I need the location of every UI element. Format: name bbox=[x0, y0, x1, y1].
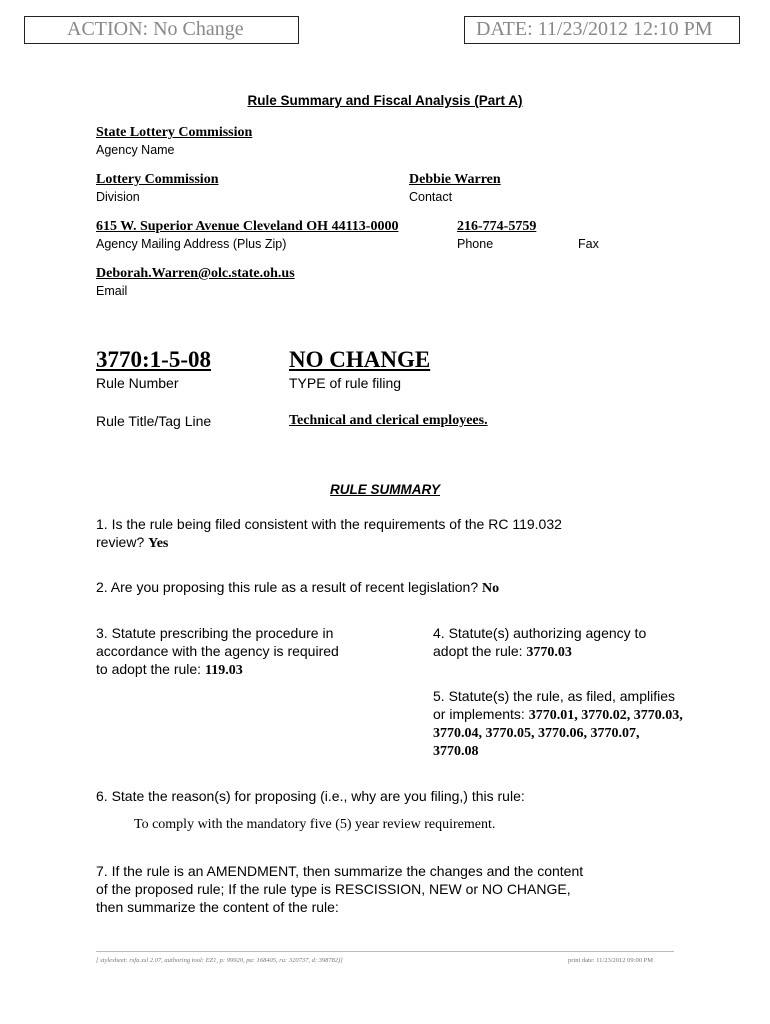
question-2 bbox=[96, 578, 696, 598]
question-1-text: review? bbox=[96, 534, 145, 550]
action-box bbox=[24, 16, 299, 44]
question-7-line-1: 7. If the rule is an AMENDMENT, then summarize the changes and the content bbox=[96, 863, 584, 879]
question-4 bbox=[433, 624, 733, 662]
question-2-answer: No bbox=[482, 581, 500, 596]
rule-title-value: Technical and clerical employees. bbox=[289, 413, 488, 428]
rule-title-label: Rule Title/Tag Line bbox=[96, 413, 212, 429]
question-3-answer: 119.03 bbox=[204, 663, 243, 678]
footer-print-date: print date: 11/23/2012 09:00 PM bbox=[568, 957, 653, 964]
question-6: 6. State the reason(s) for proposing (i.e., why are you filing,) this rule: bbox=[96, 788, 525, 804]
rule-type-value: NO CHANGE bbox=[289, 347, 431, 372]
question-2-text: 2. Are you proposing this rule as a result of recent legislation? bbox=[96, 579, 479, 595]
contact-label: Contact bbox=[409, 190, 453, 204]
division-value: Lottery Commission bbox=[96, 172, 219, 187]
question-7-line-2: of the proposed rule; If the rule type is RESCISSION, NEW or NO CHANGE, bbox=[96, 881, 571, 897]
address-label: Agency Mailing Address (Plus Zip) bbox=[96, 237, 287, 251]
date-text: DATE: 11/23/2012 12:10 PM bbox=[476, 18, 713, 40]
rule-number-value: 3770:1-5-08 bbox=[96, 347, 211, 372]
address-value: 615 W. Superior Avenue Cleveland OH 44113-0000 bbox=[96, 219, 399, 234]
question-5-line-1: 5. Statute(s) the rule, as filed, amplifies bbox=[433, 688, 675, 704]
question-5-answer-1: 3770.01, 3770.02, 3770.03, bbox=[528, 708, 683, 723]
rule-number-label: Rule Number bbox=[96, 375, 179, 391]
question-1-line-1: 1. Is the rule being filed consistent with the requirements of the RC 119.032 bbox=[96, 516, 562, 532]
division-label: Division bbox=[96, 190, 140, 204]
question-6-answer: To comply with the mandatory five (5) year review requirement. bbox=[134, 817, 496, 832]
phone-label: Phone bbox=[457, 237, 494, 251]
question-4-answer: 3770.03 bbox=[526, 645, 572, 660]
contact-value: Debbie Warren bbox=[409, 172, 501, 187]
question-7 bbox=[96, 862, 736, 916]
rule-summary-heading: RULE SUMMARY bbox=[329, 482, 440, 497]
fax-label: Fax bbox=[578, 237, 599, 251]
question-3-line-3 bbox=[96, 660, 396, 680]
question-7-line-3: then summarize the content of the rule: bbox=[96, 899, 339, 915]
question-5 bbox=[433, 687, 743, 761]
phone-value: 216-774-5759 bbox=[457, 219, 537, 234]
agency-name-label: Agency Name bbox=[96, 143, 175, 157]
footer-stylesheet-info: [ stylesheet: rsfa.xsl 2.07, authoring tool: EZ1, p: 99920, pa: 168405, ra: 320737, d: 398782)] bbox=[96, 957, 343, 964]
question-5-text: or implements: bbox=[433, 706, 525, 722]
question-4-line-2 bbox=[433, 642, 733, 662]
date-box bbox=[464, 16, 740, 44]
question-3-line-1: 3. Statute prescribing the procedure in bbox=[96, 625, 334, 641]
email-value: Deborah.Warren@olc.state.oh.us bbox=[96, 266, 295, 281]
page-title: Rule Summary and Fiscal Analysis (Part A) bbox=[247, 93, 523, 108]
question-5-answer-2: 3770.04, 3770.05, 3770.06, 3770.07, bbox=[433, 726, 640, 741]
rule-type-label: TYPE of rule filing bbox=[289, 375, 402, 391]
question-1 bbox=[96, 515, 696, 553]
question-5-answer-3: 3770.08 bbox=[433, 744, 479, 759]
question-3 bbox=[96, 624, 396, 680]
action-text: ACTION: No Change bbox=[67, 18, 244, 40]
question-5-line-2 bbox=[433, 705, 743, 725]
question-3-line-2: accordance with the agency is required bbox=[96, 643, 339, 659]
question-1-line-2 bbox=[96, 533, 696, 553]
question-1-answer: Yes bbox=[148, 536, 169, 551]
question-4-text: adopt the rule: bbox=[433, 643, 523, 659]
agency-name-value: State Lottery Commission bbox=[96, 125, 253, 140]
question-4-line-1: 4. Statute(s) authorizing agency to bbox=[433, 625, 647, 641]
footer-divider bbox=[96, 951, 674, 952]
question-3-text: to adopt the rule: bbox=[96, 661, 202, 677]
email-label: Email bbox=[96, 284, 128, 298]
